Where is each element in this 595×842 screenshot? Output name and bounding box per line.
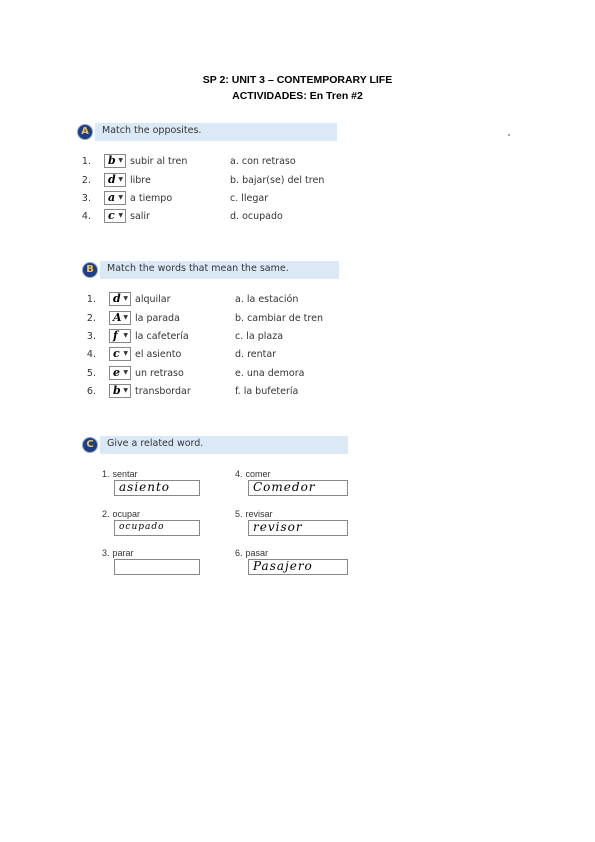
page-title (0, 72, 595, 104)
answer-value: b (108, 154, 116, 167)
caret-down-icon: ▼ (118, 157, 123, 164)
term: la cafetería (135, 331, 189, 342)
answer-dropdown-b6[interactable] (109, 384, 131, 398)
related-word-field-1 (102, 469, 222, 499)
answer-dropdown-b3[interactable] (109, 329, 131, 343)
section-a (77, 122, 337, 232)
answer-dropdown-a2[interactable] (104, 173, 126, 187)
row-number: 6. (86, 386, 96, 397)
section-b-row-3 (82, 329, 342, 345)
answer-input-c3[interactable] (114, 559, 200, 575)
answer-input-c4[interactable] (248, 480, 348, 496)
field-word: comer (245, 469, 271, 479)
answer-dropdown-b1[interactable] (109, 292, 131, 306)
caret-down-icon: ▼ (123, 369, 128, 376)
answer-input-c1[interactable] (114, 480, 200, 496)
section-c-badge: C (82, 437, 98, 453)
handwritten-answer: revisor (253, 520, 303, 534)
section-b-badge: B (82, 262, 98, 278)
row-number: 3. (86, 331, 96, 342)
answer-value: A (113, 311, 122, 324)
term: la parada (135, 313, 180, 324)
caret-down-icon: ▼ (123, 387, 128, 394)
caret-down-icon: ▼ (118, 212, 123, 219)
related-word-field-4 (235, 469, 355, 499)
answer-dropdown-b5[interactable] (109, 366, 131, 380)
term: salir (130, 211, 150, 222)
answer-input-c5[interactable] (248, 520, 348, 536)
field-word: ocupar (112, 509, 141, 519)
row-number: 4. (81, 211, 91, 222)
option: c. la plaza (235, 331, 284, 342)
option: a. la estación (235, 294, 299, 305)
handwritten-answer: asiento (119, 480, 171, 494)
caret-down-icon: ▼ (123, 314, 128, 321)
field-number: 1. (102, 469, 110, 479)
title-line-2: ACTIVIDADES: En Tren #2 (232, 90, 363, 102)
answer-dropdown-b4[interactable] (109, 347, 131, 361)
field-label (102, 548, 134, 559)
field-number: 2. (102, 509, 110, 519)
field-word: pasar (245, 548, 269, 558)
related-word-field-6 (235, 548, 355, 578)
answer-input-c2[interactable] (114, 520, 200, 536)
option: d. rentar (235, 349, 277, 360)
handwritten-answer: Pasajero (253, 559, 313, 573)
term: alquilar (135, 294, 171, 305)
caret-down-icon: ▼ (123, 350, 128, 357)
field-word: sentar (112, 469, 138, 479)
section-a-row-3 (77, 191, 337, 207)
answer-dropdown-a1[interactable] (104, 154, 126, 168)
term: subir al tren (130, 156, 188, 167)
answer-dropdown-b2[interactable] (109, 311, 131, 325)
row-number: 2. (81, 175, 91, 186)
row-number: 2. (86, 313, 96, 324)
field-number: 6. (235, 548, 243, 558)
answer-value: d (113, 292, 121, 305)
row-number: 3. (81, 193, 91, 204)
section-a-row-2 (77, 173, 337, 189)
row-number: 4. (86, 349, 96, 360)
option: f. la bufetería (235, 386, 299, 397)
section-a-row-1 (77, 154, 337, 170)
option: b. cambiar de tren (235, 313, 323, 324)
option: d. ocupado (230, 211, 283, 222)
answer-value: c (108, 209, 115, 222)
answer-value: f (113, 329, 118, 342)
answer-value: d (108, 173, 116, 186)
section-c-instruction: Give a related word. (107, 438, 204, 449)
section-b-row-4 (82, 347, 342, 363)
option: b. bajar(se) del tren (230, 175, 325, 186)
related-word-field-3 (102, 548, 222, 578)
term: libre (130, 175, 151, 186)
section-b (82, 260, 342, 410)
handwritten-answer: ocupado (119, 522, 165, 532)
row-number: 5. (86, 368, 96, 379)
section-a-row-4 (77, 209, 337, 225)
term: el asiento (135, 349, 182, 360)
section-b-row-5 (82, 366, 342, 382)
option: c. llegar (230, 193, 269, 204)
answer-value: c (113, 347, 120, 360)
section-c (82, 435, 352, 580)
handwritten-answer: Comedor (253, 480, 316, 494)
field-word: revisar (245, 509, 273, 519)
related-word-field-5 (235, 509, 355, 539)
caret-down-icon: ▼ (118, 194, 123, 201)
section-b-row-1 (82, 292, 342, 308)
answer-value: a (108, 191, 116, 204)
caret-down-icon: ▼ (123, 332, 128, 339)
caret-down-icon: ▼ (118, 176, 123, 183)
section-b-instruction: Match the words that mean the same. (107, 263, 289, 274)
option: e. una demora (235, 368, 305, 379)
term: a tiempo (130, 193, 173, 204)
related-word-field-2 (102, 509, 222, 539)
section-a-instruction: Match the opposites. (102, 125, 202, 136)
field-number: 3. (102, 548, 110, 558)
section-a-badge: A (77, 124, 93, 140)
field-word: parar (112, 548, 134, 558)
row-number: 1. (81, 156, 91, 167)
title-line-1: SP 2: UNIT 3 – CONTEMPORARY LIFE (202, 74, 393, 86)
field-number: 5. (235, 509, 243, 519)
row-number: 1. (86, 294, 96, 305)
caret-down-icon: ▼ (123, 295, 128, 302)
answer-value: b (113, 384, 121, 397)
term: transbordar (135, 386, 191, 397)
section-b-row-2 (82, 311, 342, 327)
stray-dot (508, 134, 510, 136)
answer-value: e (113, 366, 120, 379)
term: un retraso (135, 368, 184, 379)
answer-input-c6[interactable] (248, 559, 348, 575)
section-b-row-6 (82, 384, 342, 400)
option: a. con retraso (230, 156, 296, 167)
answer-dropdown-a3[interactable] (104, 191, 126, 205)
answer-dropdown-a4[interactable] (104, 209, 126, 223)
field-number: 4. (235, 469, 243, 479)
